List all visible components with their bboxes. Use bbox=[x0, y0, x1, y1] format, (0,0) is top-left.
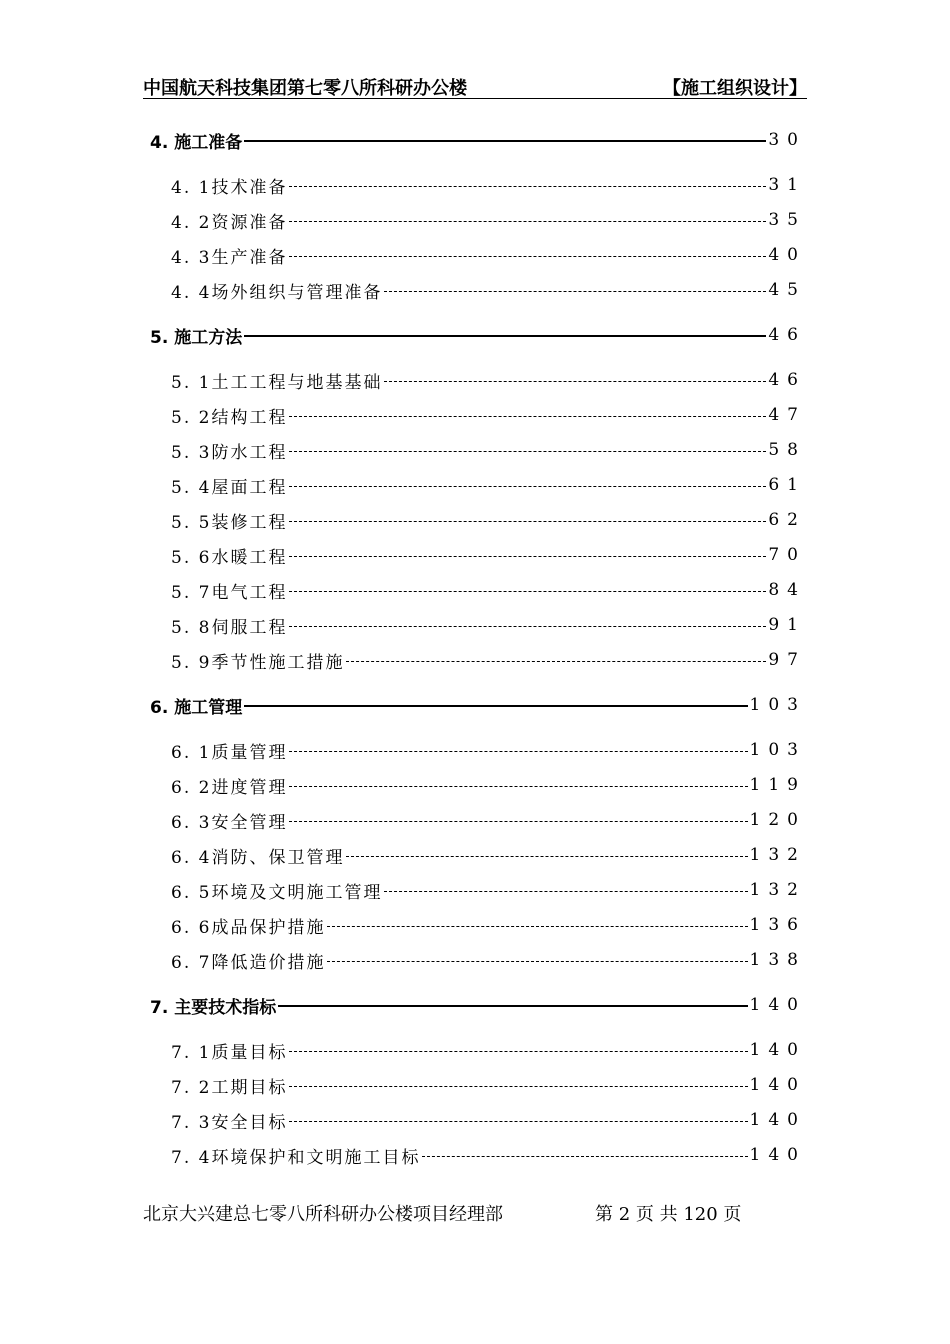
toc-page-number: 140 bbox=[749, 1110, 806, 1130]
toc-entry-label: 5. 9季节性施工措施 bbox=[171, 652, 345, 673]
toc-page-number: 70 bbox=[768, 545, 806, 565]
toc-page-number: 58 bbox=[768, 440, 806, 460]
toc-section-entry[interactable] bbox=[171, 367, 806, 393]
page-header bbox=[143, 74, 807, 99]
toc-leader-line bbox=[289, 1086, 747, 1087]
toc-page-number: 47 bbox=[768, 405, 806, 425]
toc-leader-line bbox=[384, 891, 747, 892]
toc-entry-label: 4. 4场外组织与管理准备 bbox=[171, 282, 383, 303]
toc-entry-label: 6. 施工管理 bbox=[150, 697, 243, 718]
toc-chapter-entry[interactable] bbox=[150, 692, 806, 718]
toc-page-number: 140 bbox=[749, 1040, 806, 1060]
toc-page-number: 140 bbox=[749, 1145, 806, 1165]
toc-leader-line bbox=[244, 335, 766, 337]
toc-page-number: 61 bbox=[768, 475, 806, 495]
toc-leader-line bbox=[346, 856, 747, 857]
toc-leader-line bbox=[289, 1121, 747, 1122]
toc-entry-label: 5. 4屋面工程 bbox=[171, 477, 288, 498]
toc-chapter-entry[interactable] bbox=[150, 127, 806, 153]
toc-section-entry[interactable] bbox=[171, 1107, 806, 1133]
header-document-type: 【施工组织设计】 bbox=[663, 78, 807, 99]
toc-leader-line bbox=[327, 926, 747, 927]
footer-page-number: 第 2 页 共 120 页 bbox=[595, 1204, 742, 1225]
toc-section-entry[interactable] bbox=[171, 542, 806, 568]
toc-section-entry[interactable] bbox=[171, 1037, 806, 1063]
toc-page-number: 136 bbox=[749, 915, 806, 935]
toc-leader-line bbox=[346, 661, 766, 662]
toc-leader-line bbox=[384, 381, 766, 382]
toc-leader-line bbox=[289, 451, 766, 452]
toc-section-entry[interactable] bbox=[171, 842, 806, 868]
toc-entry-label: 6. 1质量管理 bbox=[171, 742, 288, 763]
toc-section-entry[interactable] bbox=[171, 947, 806, 973]
toc-page-number: 31 bbox=[768, 175, 806, 195]
toc-section-entry[interactable] bbox=[171, 737, 806, 763]
toc-page-number: 120 bbox=[749, 810, 806, 830]
toc-leader-line bbox=[289, 221, 766, 222]
toc-leader-line bbox=[244, 705, 747, 707]
toc-page-number: 103 bbox=[749, 695, 806, 715]
toc-entry-label: 5. 6水暖工程 bbox=[171, 547, 288, 568]
toc-page-number: 46 bbox=[768, 325, 806, 345]
toc-entry-label: 6. 6成品保护措施 bbox=[171, 917, 326, 938]
toc-page-number: 97 bbox=[768, 650, 806, 670]
toc-entry-label: 7. 1质量目标 bbox=[171, 1042, 288, 1063]
toc-page-number: 132 bbox=[749, 880, 806, 900]
toc-entry-label: 5. 施工方法 bbox=[150, 327, 243, 348]
toc-chapter-entry[interactable] bbox=[150, 992, 806, 1018]
toc-section-entry[interactable] bbox=[171, 1142, 806, 1168]
toc-entry-label: 4. 2资源准备 bbox=[171, 212, 288, 233]
footer-organization: 北京大兴建总七零八所科研办公楼项目经理部 bbox=[143, 1204, 503, 1225]
toc-entry-label: 6. 4消防、保卫管理 bbox=[171, 847, 345, 868]
toc-section-entry[interactable] bbox=[171, 507, 806, 533]
toc-page-number: 40 bbox=[768, 245, 806, 265]
toc-leader-line bbox=[289, 1051, 747, 1052]
toc-leader-line bbox=[384, 291, 766, 292]
toc-section-entry[interactable] bbox=[171, 472, 806, 498]
toc-leader-line bbox=[289, 751, 747, 752]
toc-page-number: 103 bbox=[749, 740, 806, 760]
toc-page-number: 138 bbox=[749, 950, 806, 970]
toc-leader-line bbox=[422, 1156, 747, 1157]
toc-section-entry[interactable] bbox=[171, 912, 806, 938]
toc-page-number: 119 bbox=[749, 775, 806, 795]
toc-page-number: 84 bbox=[768, 580, 806, 600]
toc-page-number: 132 bbox=[749, 845, 806, 865]
toc-leader-line bbox=[289, 626, 766, 627]
toc-page-number: 140 bbox=[749, 995, 806, 1015]
toc-leader-line bbox=[289, 786, 747, 787]
toc-entry-label: 6. 5环境及文明施工管理 bbox=[171, 882, 383, 903]
toc-section-entry[interactable] bbox=[171, 242, 806, 268]
toc-entry-label: 7. 3安全目标 bbox=[171, 1112, 288, 1133]
toc-section-entry[interactable] bbox=[171, 772, 806, 798]
toc-leader-line bbox=[289, 591, 766, 592]
toc-leader-line bbox=[289, 486, 766, 487]
toc-leader-line bbox=[289, 416, 766, 417]
toc-page-number: 91 bbox=[768, 615, 806, 635]
toc-leader-line bbox=[289, 186, 766, 187]
toc-entry-label: 7. 主要技术指标 bbox=[150, 997, 277, 1018]
toc-entry-label: 7. 2工期目标 bbox=[171, 1077, 288, 1098]
toc-leader-line bbox=[327, 961, 747, 962]
toc-leader-line bbox=[289, 821, 747, 822]
toc-entry-label: 5. 3防水工程 bbox=[171, 442, 288, 463]
toc-entry-label: 6. 7降低造价措施 bbox=[171, 952, 326, 973]
toc-leader-line bbox=[289, 556, 766, 557]
toc-entry-label: 5. 2结构工程 bbox=[171, 407, 288, 428]
page-footer bbox=[143, 1200, 807, 1226]
toc-entry-label: 6. 3安全管理 bbox=[171, 812, 288, 833]
toc-section-entry[interactable] bbox=[171, 647, 806, 673]
toc-section-entry[interactable] bbox=[171, 172, 806, 198]
toc-section-entry[interactable] bbox=[171, 277, 806, 303]
toc-entry-label: 5. 7电气工程 bbox=[171, 582, 288, 603]
toc-section-entry[interactable] bbox=[171, 877, 806, 903]
toc-page-number: 45 bbox=[768, 280, 806, 300]
toc-page-number: 46 bbox=[768, 370, 806, 390]
toc-entry-label: 4. 施工准备 bbox=[150, 132, 243, 153]
toc-section-entry[interactable] bbox=[171, 1072, 806, 1098]
toc-leader-line bbox=[289, 521, 766, 522]
toc-page-number: 35 bbox=[768, 210, 806, 230]
toc-section-entry[interactable] bbox=[171, 612, 806, 638]
toc-entry-label: 4. 1技术准备 bbox=[171, 177, 288, 198]
toc-leader-line bbox=[244, 140, 766, 142]
toc-section-entry[interactable] bbox=[171, 207, 806, 233]
toc-entry-label: 5. 1土工工程与地基基础 bbox=[171, 372, 383, 393]
toc-section-entry[interactable] bbox=[171, 577, 806, 603]
toc-entry-label: 6. 2进度管理 bbox=[171, 777, 288, 798]
toc-leader-line bbox=[278, 1005, 747, 1007]
toc-page-number: 140 bbox=[749, 1075, 806, 1095]
toc-page-number: 62 bbox=[768, 510, 806, 530]
toc-entry-label: 5. 5装修工程 bbox=[171, 512, 288, 533]
toc-entry-label: 4. 3生产准备 bbox=[171, 247, 288, 268]
toc-leader-line bbox=[289, 256, 766, 257]
toc-page-number: 30 bbox=[768, 130, 806, 150]
toc-entry-label: 7. 4环境保护和文明施工目标 bbox=[171, 1147, 421, 1168]
header-title: 中国航天科技集团第七零八所科研办公楼 bbox=[143, 78, 467, 99]
toc-section-entry[interactable] bbox=[171, 437, 806, 463]
toc-entry-label: 5. 8伺服工程 bbox=[171, 617, 288, 638]
toc-chapter-entry[interactable] bbox=[150, 322, 806, 348]
toc-section-entry[interactable] bbox=[171, 807, 806, 833]
toc-section-entry[interactable] bbox=[171, 402, 806, 428]
